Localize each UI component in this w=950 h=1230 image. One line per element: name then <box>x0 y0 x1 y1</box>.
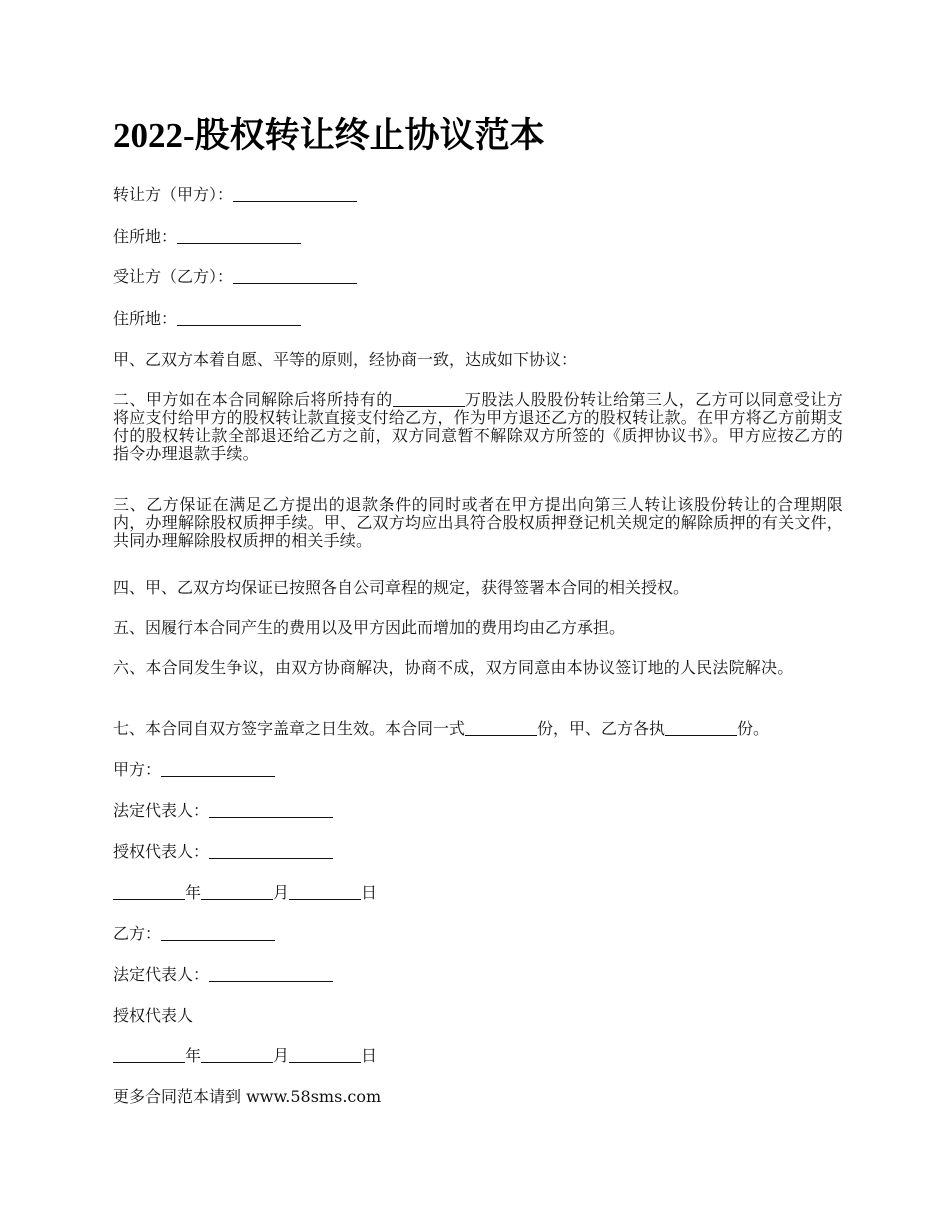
copies-each-blank[interactable] <box>665 721 737 736</box>
party-a-blank[interactable] <box>161 762 275 777</box>
party-a-label: 甲方： <box>113 760 162 779</box>
clause-6: 六、本合同发生争议，由双方协商解决，协商不成，双方同意由本协议签订地的人民法院解决。 <box>113 658 794 677</box>
clause-3: 三、乙方保证在满足乙方提出的退款条件的同时或者在甲方提出向第三人转让该股份转让的合理期限内，办理解除股权质押手续。甲、乙双方均应出具符合股权质押登记机关规定的解除质押的有关文件，共同办理解除股权质押的相关手续。 <box>113 495 843 550</box>
party-b-label: 乙方： <box>113 924 162 943</box>
transferee-line <box>113 268 357 286</box>
address1-line <box>113 228 301 246</box>
address1-label: 住所地： <box>113 227 178 246</box>
day-label: 日 <box>361 883 378 902</box>
party-a-auth-rep-line <box>113 843 333 861</box>
year-label: 年 <box>185 1046 202 1065</box>
address2-line <box>113 310 301 328</box>
transferee-label: 受让方（乙方）： <box>113 267 234 286</box>
party-b-blank[interactable] <box>161 926 275 941</box>
party-a-legal-rep-line <box>113 802 333 820</box>
party-a-legal-rep-blank[interactable] <box>209 803 333 818</box>
shares-blank[interactable] <box>393 392 465 407</box>
address2-blank[interactable] <box>177 311 301 326</box>
clause-7-part1: 七、本合同自双方签字盖章之日生效。本合同一式 <box>113 719 466 738</box>
clause-4: 四、甲、乙双方均保证已按照各自公司章程的规定，获得签署本合同的相关授权。 <box>113 578 690 597</box>
party-b-auth-rep-label: 授权代表人 <box>113 1006 194 1025</box>
copies-total-blank[interactable] <box>465 721 537 736</box>
clause-2-part1: 二、甲方如在本合同解除后将所持有的 <box>113 390 393 409</box>
clause-7-part3: 份。 <box>737 719 770 738</box>
day-blank-a[interactable] <box>289 885 361 900</box>
clause-2-part2: 万股法人股股份转让给第三人，乙方可以同意受让方将应支付给甲方的股权转让款直接支付给乙方，作为甲方退还乙方的股权转让款。在甲方将乙方前期支付的股权转让款全部退还给乙方之前，双方同意暂不解除双方所签的《质押协议书》。甲方应按乙方的指令办理退款手续。 <box>113 390 843 463</box>
address2-label: 住所地： <box>113 309 178 328</box>
party-a-auth-rep-blank[interactable] <box>209 844 333 859</box>
year-blank-b[interactable] <box>113 1048 185 1063</box>
party-b-legal-rep-line <box>113 966 333 984</box>
party-b-auth-rep-line <box>113 1007 193 1025</box>
address1-blank[interactable] <box>177 229 301 244</box>
party-b-legal-rep-label: 法定代表人： <box>113 965 210 984</box>
transferee-blank[interactable] <box>233 269 357 284</box>
year-blank-a[interactable] <box>113 885 185 900</box>
month-label: 月 <box>273 1046 290 1065</box>
date-line-b <box>113 1047 377 1065</box>
transferor-blank[interactable] <box>233 187 357 202</box>
intro-paragraph: 甲、乙双方本着自愿、平等的原则，经协商一致，达成如下协议： <box>113 350 578 369</box>
date-line-a <box>113 884 377 902</box>
party-b-legal-rep-blank[interactable] <box>209 967 333 982</box>
month-blank-b[interactable] <box>201 1048 273 1063</box>
clause-7 <box>113 720 769 738</box>
clause-2 <box>113 391 843 463</box>
month-blank-a[interactable] <box>201 885 273 900</box>
party-b-line <box>113 925 275 943</box>
document-title: 2022-股权转让终止协议范本 <box>113 116 545 155</box>
party-a-line <box>113 761 275 779</box>
footer-note: 更多合同范本请到 www.58sms.com <box>113 1087 382 1106</box>
clause-5: 五、因履行本合同产生的费用以及甲方因此而增加的费用均由乙方承担。 <box>113 618 626 637</box>
clause-7-part2: 份，甲、乙方各执 <box>537 719 666 738</box>
party-a-auth-rep-label: 授权代表人： <box>113 842 210 861</box>
day-blank-b[interactable] <box>289 1048 361 1063</box>
year-label: 年 <box>185 883 202 902</box>
month-label: 月 <box>273 883 290 902</box>
transferor-line <box>113 186 357 204</box>
party-a-legal-rep-label: 法定代表人： <box>113 801 210 820</box>
day-label: 日 <box>361 1046 378 1065</box>
transferor-label: 转让方（甲方）： <box>113 185 234 204</box>
